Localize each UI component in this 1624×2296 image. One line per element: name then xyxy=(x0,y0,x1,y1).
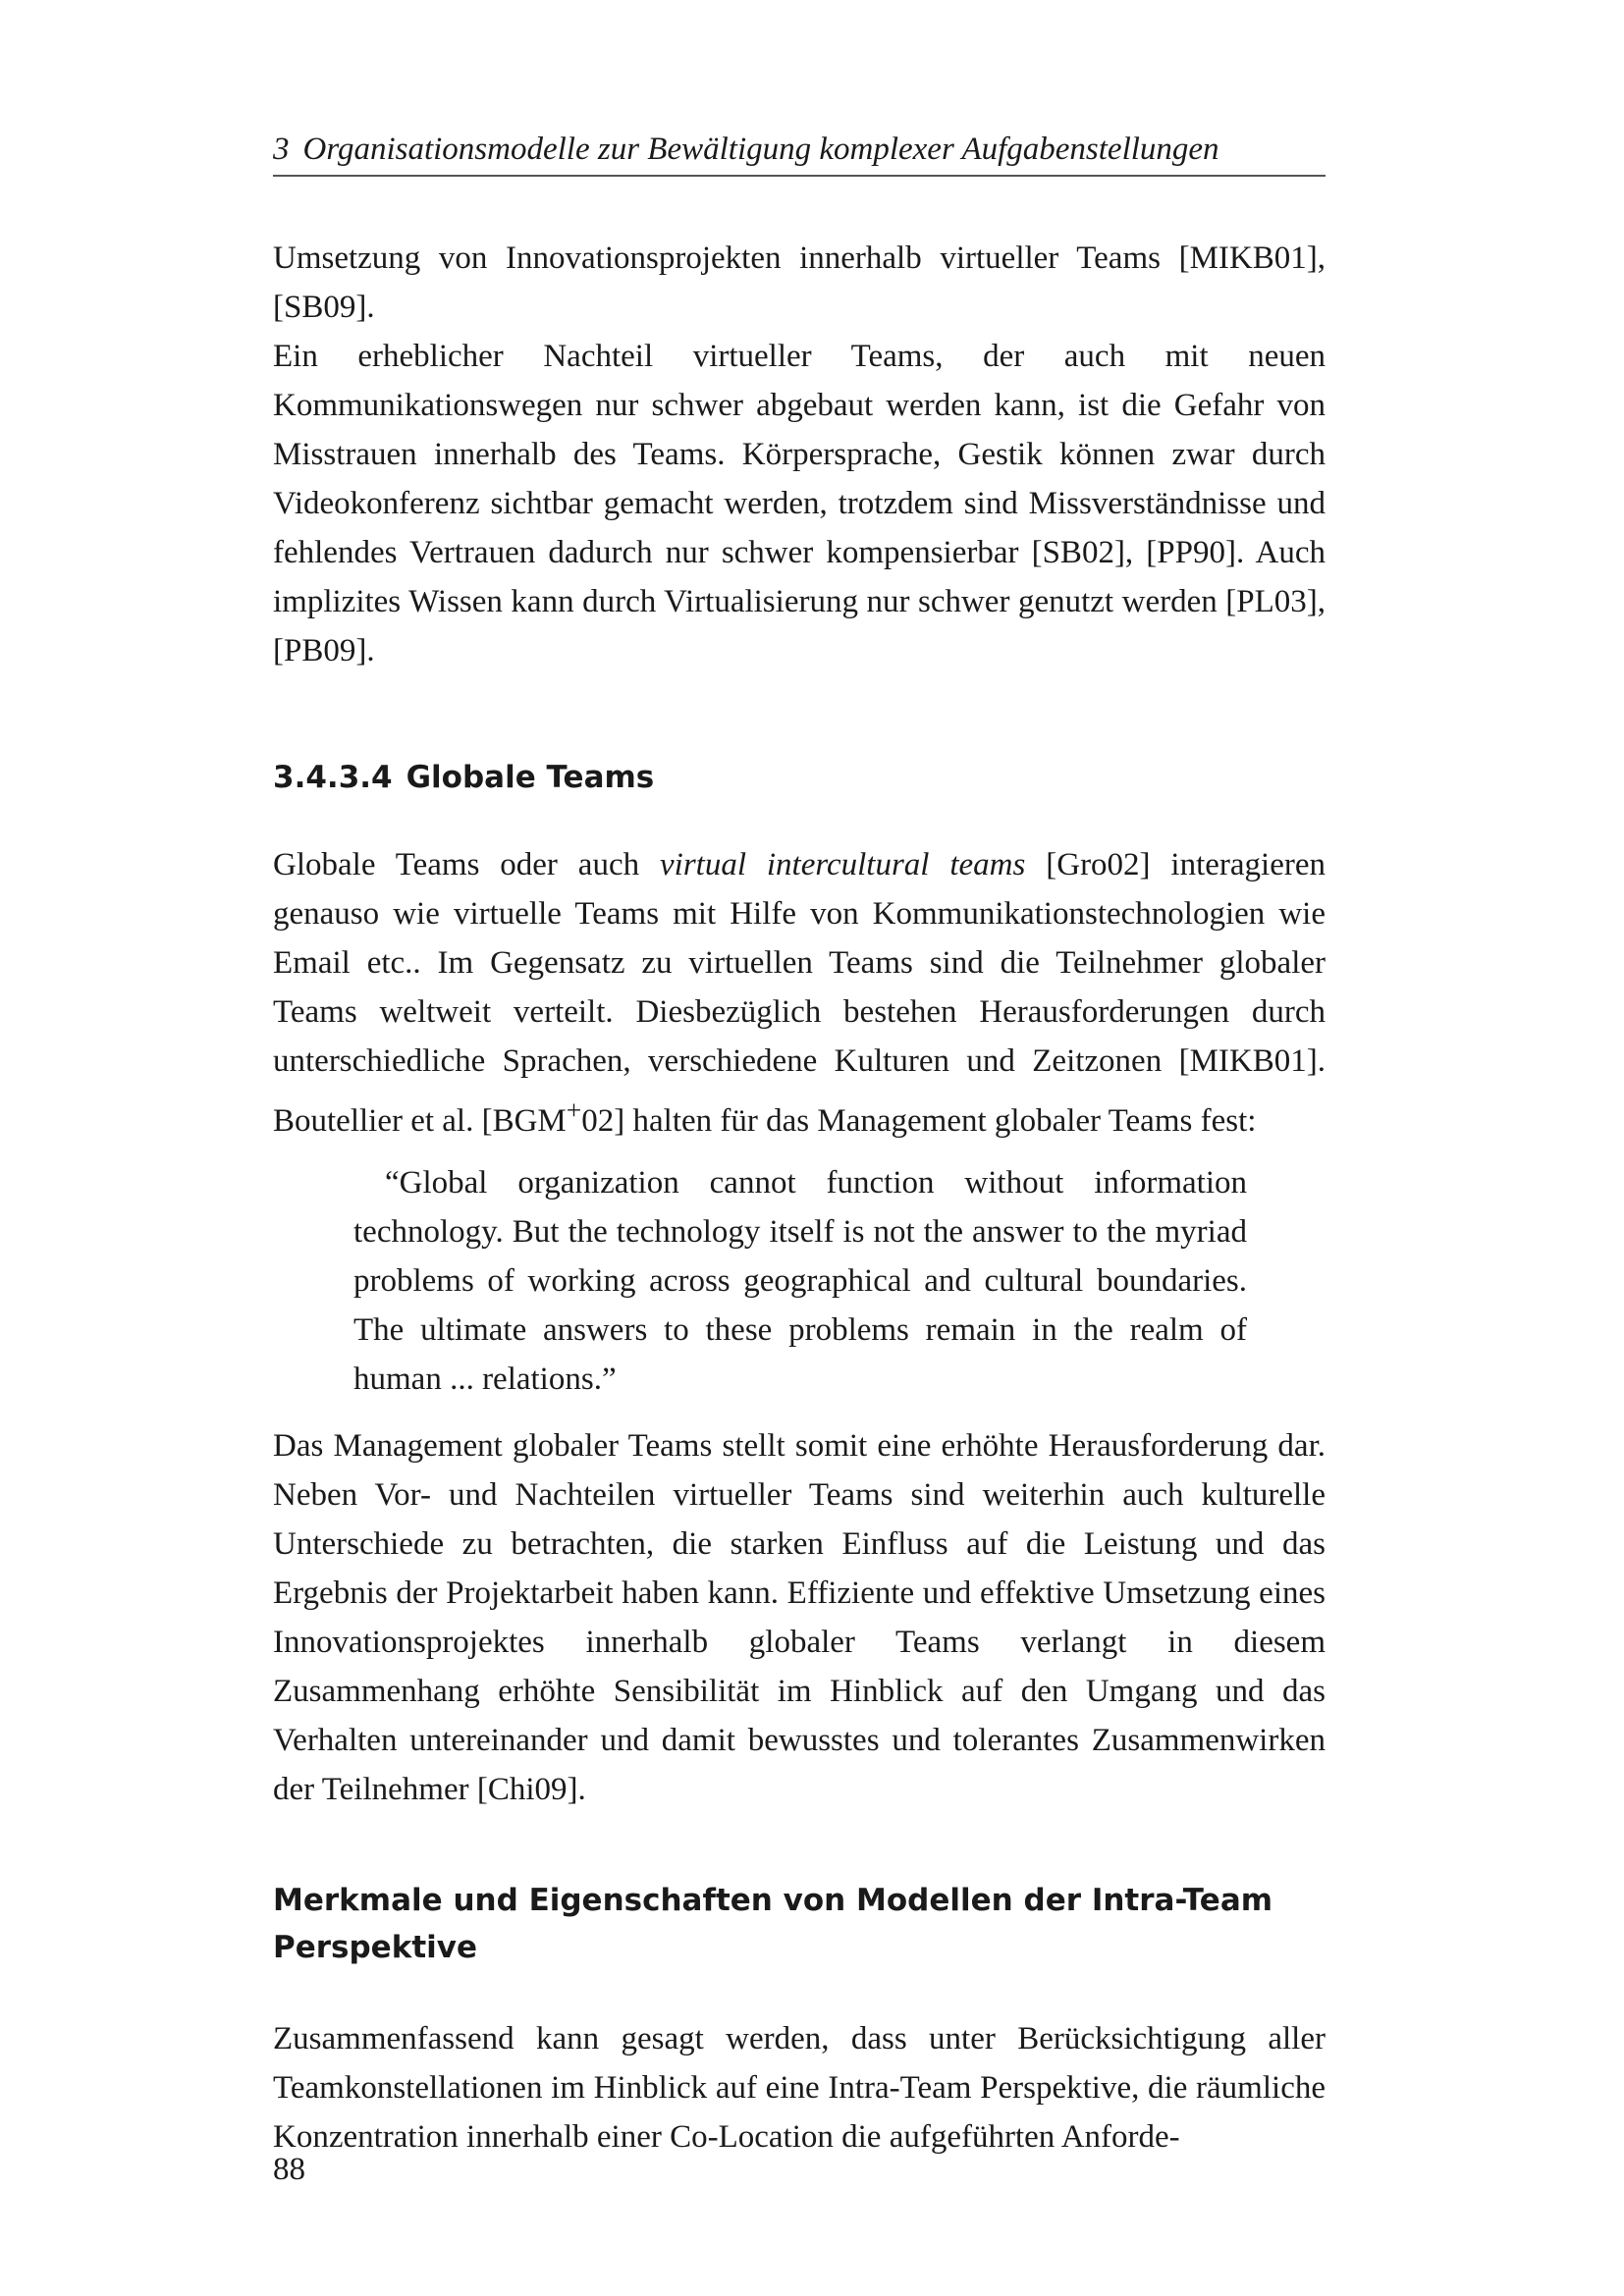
section-title: Globale Teams xyxy=(406,760,655,795)
paragraph-global-teams-text-c: 02] halten für das Management globaler Teams fest: xyxy=(581,1103,1257,1139)
paragraph-management: Das Management globaler Teams stellt somit eine erhöhte Herausforderung dar. Neben Vor- und Nachteilen virtueller Teams sind weiterhin auch kulturelle Unterschiede zu betrachten, die starken Einfluss auf die Leistung und das Ergebnis der Projektarbeit haben kann. Effiziente und effektive Umsetzung eines Innovationsprojektes innerhalb globaler Teams verlangt in diesem Zusammenhang erhöhte Sensibilität im Hinblick auf den Umgang und das Verhalten untereinander und damit bewusstes und tolerantes Zusammenwirken der Teilnehmer [Chi09]. xyxy=(273,1428,1326,1807)
header-chapter-title: Organisationsmodelle zur Bewältigung komplexer Aufgabenstellungen xyxy=(302,132,1219,167)
paragraph-summary: Zusammenfassend kann gesagt werden, dass unter Berücksichtigung aller Teamkonstellationen im Hinblick auf eine Intra-Team Perspektive, die räumliche Konzentration innerhalb einer Co-Location die aufgeführten Anforde- xyxy=(273,2021,1326,2155)
paragraph-intro: Umsetzung von Innovationsprojekten innerhalb virtueller Teams [MIKB01], [SB09]. xyxy=(273,240,1326,325)
paragraph-global-teams xyxy=(273,840,1326,1146)
section-heading xyxy=(273,754,1326,801)
emphasis-virtual-intercultural-teams: virtual intercultural teams xyxy=(660,847,1026,882)
paragraph-global-teams-text-a: Globale Teams oder auch xyxy=(273,847,660,882)
paragraph-disadvantage: Ein erheblicher Nachteil virtueller Teams, der auch mit neuen Kommunikationswegen nur schwer abgebaut werden kann, ist die Gefahr von Misstrauen innerhalb des Teams. Körpersprache, Gestik können zwar durch Videokonferenz sichtbar gemacht werden, trotzdem sind Missverständnisse und fehlendes Vertrauen dadurch nur schwer kompensierbar [SB02], [PP90]. Auch implizites Wissen kann durch Virtualisierung nur schwer genutzt werden [PL03], [PB09]. xyxy=(273,339,1326,668)
superscript-plus: + xyxy=(566,1095,582,1125)
subheading-characteristics: Merkmale und Eigenschaften von Modellen der Intra-Team Perspektive xyxy=(273,1883,1273,1965)
block-quote: “Global organization cannot function without information technology. But the technology itself is not the answer to the myriad problems of working across geographical and cultural boundaries. The ultimate answers to these problems remain in the realm of human ... relations.” xyxy=(353,1165,1247,1397)
paragraph-global-teams-text-b: [Gro02] interagieren genauso wie virtuelle Teams mit Hilfe von Kommunikationstechnologien wie Email etc.. Im Gegensatz zu virtuellen Teams sind die Teilnehmer globaler Teams weltweit verteilt. Diesbezüglich bestehen Herausforderungen durch unterschiedliche Sprachen, verschiedene Kulturen und Zeitzonen [MIKB01]. Boutellier et al. [BGM xyxy=(273,847,1326,1139)
header-chapter-number: 3 xyxy=(273,132,290,167)
running-header xyxy=(273,130,1326,177)
page-number: 88 xyxy=(273,2152,305,2187)
section-number: 3.4.3.4 xyxy=(273,760,393,795)
